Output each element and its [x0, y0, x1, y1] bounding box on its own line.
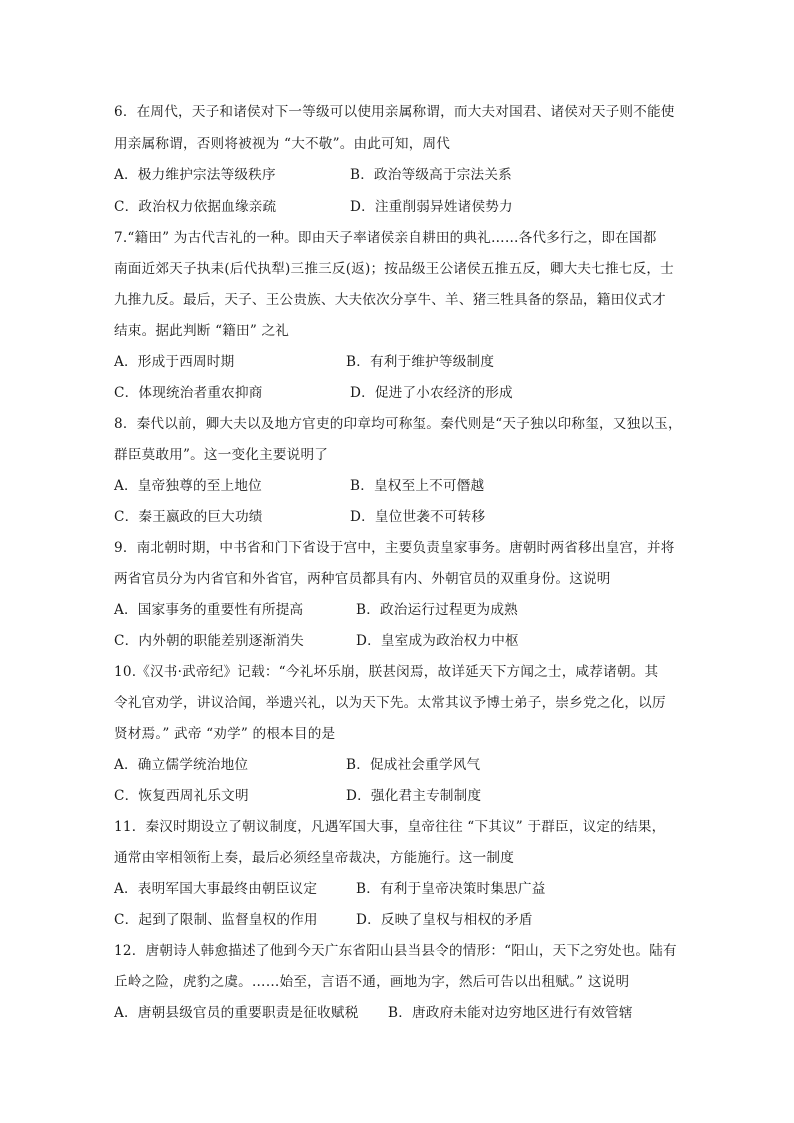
option-b: B．政治运行过程更为成熟 — [356, 602, 518, 618]
option-b: B．有利于皇帝决策时集思广益 — [356, 881, 546, 897]
option-a: A．表明军国大事最终由朝臣议定 — [114, 881, 318, 897]
option-b: B．政治等级高于宗法关系 — [350, 167, 512, 183]
question-stem-line: 通常由宰相领衔上奏，最后必须经皇帝裁决，方能施行。这一制度 — [114, 850, 515, 866]
question-stem-line: 6．在周代，天子和诸侯对下一等级可以使用亲属称谓，而大夫对国君、诸侯对天子则不能使 — [114, 104, 675, 120]
question-stem-line: 12．唐朝诗人韩愈描述了他到今天广东省阳山县当县令的情形：“阳山，天下之穷处也。陆有 — [114, 943, 677, 959]
option-a: A．皇帝独尊的至上地位 — [114, 478, 262, 494]
question-stem-line: 令礼官劝学，讲议洽闻，举遗兴礼，以为天下先。太常其议予博士弟子，崇乡党之化，以厉 — [114, 695, 666, 711]
question-stem-line: 群臣莫敢用”。这一变化主要说明了 — [114, 447, 329, 463]
question-stem-line: 丘岭之险，虎豹之虞。……始至，言语不通，画地为字，然后可告以出租赋。” 这说明 — [114, 974, 630, 990]
option-b: B．唐政府未能对边穷地区进行有效管辖 — [388, 1005, 633, 1021]
question-stem-line: 用亲属称谓，否则将被视为 “大不敬”。由此可知，周代 — [114, 136, 451, 152]
question-stem-line: 南面近郊天子执耒(后代执犁)三推三反(返)；按品级王公诸侯五推五反，卿大夫七推七反，士 — [114, 261, 674, 277]
option-a: A．确立儒学统治地位 — [114, 757, 249, 773]
question-stem-line: 两省官员分为内省官和外省官，两种官员都具有内、外朝官员的双重身份。这说明 — [114, 571, 611, 587]
option-c: C．恢复西周礼乐文明 — [114, 788, 249, 804]
option-b: B．有利于维护等级制度 — [346, 354, 495, 370]
question-stem-line: 贤材焉。” 武帝 “劝学” 的根本目的是 — [114, 726, 336, 742]
option-d: D．强化君主专制制度 — [346, 788, 482, 804]
question-stem-line: 7.“籍田” 为古代吉礼的一种。即由天子率诸侯亲自耕田的典礼……各代多行之，即在国都 — [114, 230, 657, 246]
option-a: A．国家事务的重要性有所提高 — [114, 602, 304, 618]
option-b: B．皇权至上不可僭越 — [350, 478, 485, 494]
option-d: D．皇位世袭不可转移 — [350, 509, 486, 525]
option-b: B．促成社会重学风气 — [346, 757, 481, 773]
option-d: D．注重削弱异姓诸侯势力 — [350, 199, 513, 215]
option-c: C．政治权力依据血缘亲疏 — [114, 199, 277, 215]
option-c: C．起到了限制、监督皇权的作用 — [114, 912, 318, 928]
question-stem-line: 九推九反。最后，天子、王公贵族、大夫依次分享牛、羊、猪三牲具备的祭品，籍田仪式才 — [114, 292, 666, 308]
option-c: C．内外朝的职能差别逐渐消失 — [114, 633, 304, 649]
question-stem-line: 11．秦汉时期设立了朝议制度，凡遇军国大事，皇帝往往 “下其议” 于群臣，议定的结果， — [114, 819, 666, 835]
option-d: D．反映了皇权与相权的矛盾 — [356, 912, 533, 928]
option-d: D．皇室成为政治权力中枢 — [356, 633, 519, 649]
option-c: C．体现统治者重农抑商 — [114, 385, 263, 401]
question-stem-line: 结束。据此判断 “籍田” 之礼 — [114, 323, 290, 339]
question-stem-line: 9．南北朝时期，中书省和门下省设于宫中，主要负责皇家事务。唐朝时两省移出皇宫，并将 — [114, 540, 675, 556]
option-a: A．形成于西周时期 — [114, 354, 235, 370]
option-d: D．促进了小农经济的形成 — [350, 385, 513, 401]
question-stem-line: 10.《汉书·武帝纪》记载：“今礼坏乐崩，朕甚闵焉，故详延天下方闻之士，咸荐诸朝。其 — [114, 664, 659, 680]
option-a: A．唐朝县级官员的重要职责是征收赋税 — [114, 1005, 359, 1021]
option-c: C．秦王嬴政的巨大功绩 — [114, 509, 263, 525]
option-a: A．极力维护宗法等级秩序 — [114, 167, 276, 183]
question-stem-line: 8．秦代以前，卿大夫以及地方官吏的印章均可称玺。秦代则是“天子独以印称玺，又独以玉， — [114, 416, 682, 432]
